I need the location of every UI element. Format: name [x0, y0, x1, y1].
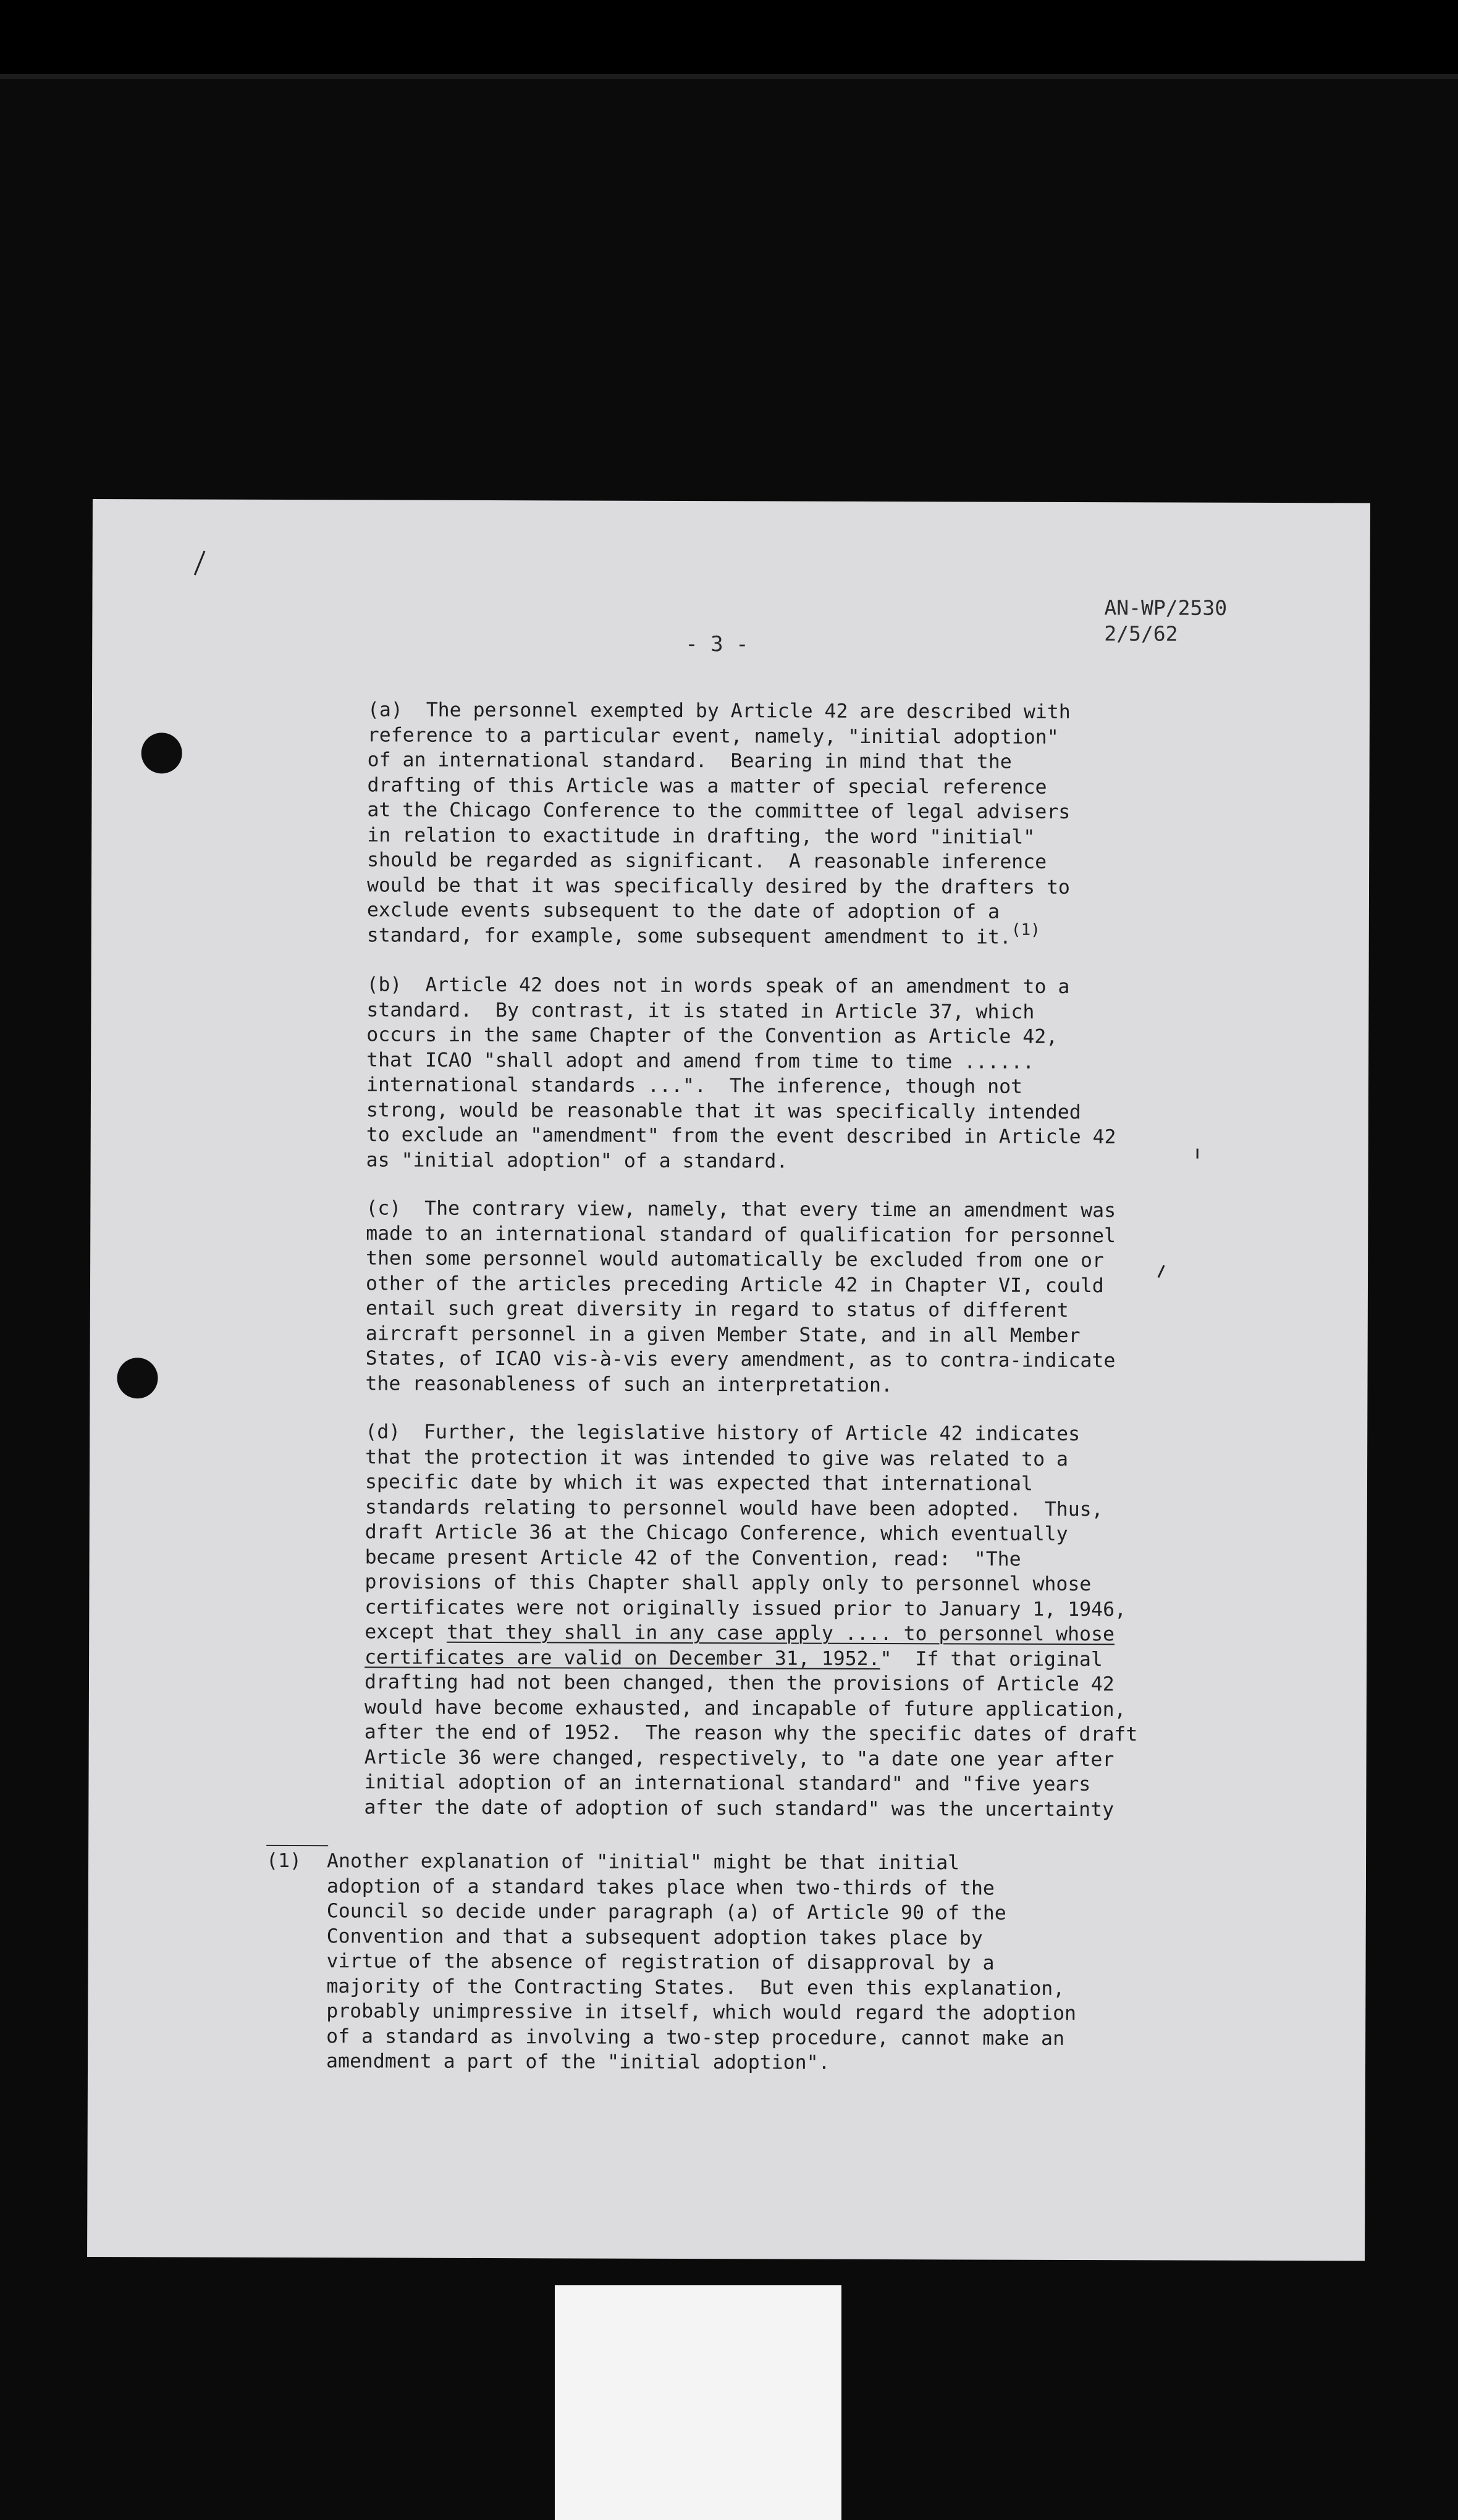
text-line: other of the articles preceding Article 42 in Chapter VI, could: [365, 1272, 1104, 1297]
footnote-rule: [266, 1845, 328, 1846]
text-line: probably unimpressive in itself, which would regard the adoption: [326, 2000, 1077, 2025]
film-edge-band: [0, 74, 1458, 79]
footnote-body: [326, 1849, 1204, 2077]
film-border-top: [0, 0, 1458, 74]
text-line: in relation to exactitude in drafting, the word "initial": [367, 823, 1035, 849]
paragraph-a: [367, 697, 1257, 952]
text-line: drafting had not been changed, then the provisions of Article 42: [364, 1671, 1115, 1696]
text-line: strong, would be reasonable that it was specifically intended: [366, 1098, 1081, 1124]
document-reference: [1104, 595, 1227, 647]
text-line: [364, 1619, 1254, 1647]
text-line: to exclude an "amendment" from the event described in Article 42: [366, 1124, 1116, 1149]
punch-hole: [117, 1358, 158, 1398]
text-line: became present Article 42 of the Convention, read: "The: [364, 1545, 1021, 1571]
text-line: after the date of adoption of such standard" was the uncertainty: [364, 1796, 1115, 1821]
text-line: specific date by which it was expected that international: [364, 1471, 1034, 1495]
text-line: adoption of a standard takes place when two-thirds of the: [326, 1875, 995, 1900]
text-line: (d) Further, the legislative history of Article 42 indicates: [365, 1421, 1081, 1446]
text-line: at the Chicago Conference to the committee of legal advisers: [367, 799, 1071, 823]
text-line: that ICAO "shall adopt and amend from time to time ......: [366, 1048, 1035, 1073]
text-line: Convention and that a subsequent adoption takes place by: [326, 1925, 983, 1950]
text-line: Another explanation of "initial" might be that initial: [327, 1850, 960, 1875]
text-line: of an international standard. Bearing in mind that the: [367, 749, 1012, 773]
text-line: entail such great diversity in regard to status of different: [365, 1297, 1069, 1322]
text-line: (c) The contrary view, namely, that every time an amendment was: [366, 1197, 1116, 1222]
paragraph-d: [364, 1419, 1255, 1823]
text-line: international standards ...". The inference, though not: [366, 1073, 1023, 1098]
text-line: after the end of 1952. The reason why the specific dates of draft: [364, 1721, 1138, 1746]
underlined-quote: certificates are valid on December 31, 1952.: [364, 1645, 880, 1670]
text-line: would be that it was specifically desired by the drafters to: [366, 873, 1070, 899]
text-line-content: standard, for example, some subsequent amendment to it.: [366, 923, 1011, 949]
text-line: [366, 920, 1257, 952]
text-line: draft Article 36 at the Chicago Conference, which eventually: [364, 1521, 1068, 1545]
text-line: (a) The personnel exempted by Article 42 are described with: [367, 699, 1071, 723]
text-line: standards relating to personnel would have been adopted. Thus,: [364, 1495, 1103, 1521]
punch-hole: [141, 733, 182, 773]
text-line: the reasonableness of such an interpretation.: [365, 1372, 893, 1396]
reference-code: AN-WP/2530: [1104, 595, 1228, 620]
text-line: majority of the Contracting States. But even this explanation,: [326, 1975, 1065, 2000]
text-line: standard. By contrast, it is stated in Article 37, which: [366, 998, 1035, 1023]
text-line: virtue of the absence of registration of disapproval by a: [326, 1950, 995, 1975]
text-line: as "initial adoption" of a standard.: [366, 1148, 788, 1173]
pen-mark: [194, 551, 206, 576]
text-line: made to an international standard of qualification for personnel: [366, 1222, 1116, 1247]
body-text: [364, 697, 1257, 1846]
text-line: drafting of this Article was a matter of special reference: [367, 773, 1047, 799]
footnote-reference: (1): [1011, 920, 1040, 939]
text-segment: " If that original: [880, 1647, 1103, 1671]
text-line: reference to a particular event, namely, "initial adoption": [367, 723, 1059, 749]
paragraph-b: [366, 972, 1257, 1175]
underlined-quote: that they shall in any case apply .... to personnel whose: [446, 1621, 1115, 1646]
text-line: provisions of this Chapter shall apply only to personnel whose: [364, 1571, 1092, 1596]
footnote-marker: (1): [266, 1849, 302, 1873]
text-line: occurs in the same Chapter of the Convention as Article 42,: [366, 1023, 1058, 1048]
text-segment: except: [364, 1621, 447, 1644]
text-line: States, of ICAO vis-à-vis every amendment, as to contra-indicate: [365, 1347, 1116, 1372]
text-line: amendment a part of the "initial adoption".: [326, 2050, 830, 2074]
text-line: (b) Article 42 does not in words speak of an amendment to a: [366, 973, 1070, 998]
text-line: then some personnel would automatically be excluded from one or: [366, 1247, 1104, 1272]
blank-label-card: [555, 2285, 841, 2520]
paragraph-c: [365, 1196, 1255, 1399]
text-line: Council so decide under paragraph (a) of Article 90 of the: [326, 1900, 1006, 1925]
text-line: initial adoption of an international standard" and "five years: [364, 1771, 1091, 1796]
text-line: aircraft personnel in a given Member State, and in all Member: [365, 1322, 1081, 1347]
text-line: Article 36 were changed, respectively, to "a date one year after: [364, 1745, 1115, 1771]
text-line: certificates were not originally issued prior to January 1, 1946,: [364, 1595, 1127, 1621]
page-number: - 3 -: [685, 632, 749, 657]
reference-date: 2/5/62: [1104, 621, 1178, 646]
document-page: [87, 499, 1370, 2261]
footnote: [266, 1849, 1193, 2074]
text-line: would have become exhausted, and incapable of future application,: [364, 1695, 1126, 1721]
text-line: should be regarded as significant. A reasonable inference: [367, 849, 1047, 873]
text-line: of a standard as involving a two-step procedure, cannot make an: [326, 2025, 1065, 2050]
text-line: that the protection it was intended to give was related to a: [365, 1445, 1069, 1471]
text-line: exclude events subsequent to the date of adoption of a: [366, 899, 1000, 923]
text-line: [364, 1645, 1254, 1673]
